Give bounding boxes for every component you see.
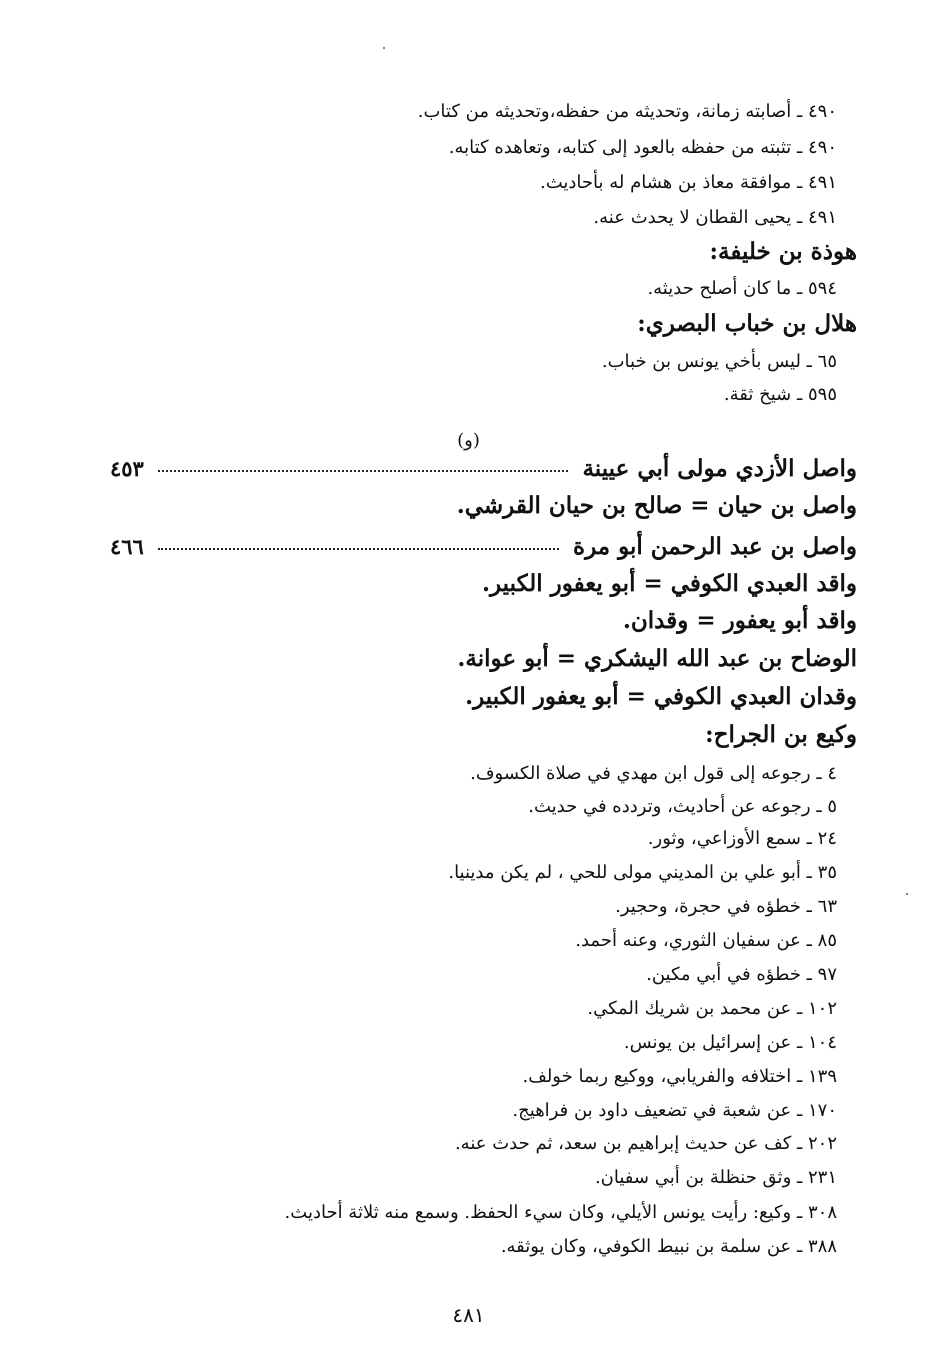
section-letter: (و) [457,430,480,451]
dot-leader [158,547,559,550]
sub-entry: ٢٣١ ـ وثق حنظلة بن أبي سفيان. [594,1167,837,1188]
page-number: ٤٨١ [452,1303,485,1327]
entry-title: واصل بن عبد الرحمن أبو مرة [573,533,857,560]
sub-entry: ٥٩٤ ـ ما كان أصلح حديثه. [647,278,837,299]
sub-entry: ٣٠٨ ـ وكيع: رأيت يونس الأيلي، وكان سيء الحفظ. وسمع منه ثلاثة أحاديث. [284,1202,837,1223]
index-entry: واقد العبدي الكوفي = أبو يعفور الكبير. [481,570,857,597]
index-entry: وقدان العبدي الكوفي = أبو يعفور الكبير. [465,683,857,710]
print-speck [906,893,908,895]
sub-entry: ٨٥ ـ عن سفيان الثوري، وعنه أحمد. [575,930,837,951]
sub-entry: ٩٧ ـ خطؤه في أبي مكين. [646,964,837,985]
narrator-heading: هوذة بن خليفة: [709,238,857,265]
sub-entry: ٤ ـ رجوعه إلى قول ابن مهدي في صلاة الكسوف. [470,763,837,784]
sub-entry: ٢٤ ـ سمع الأوزاعي، وثور. [647,828,837,849]
sub-entry: ٢٠٢ ـ كف عن حديث إبراهيم بن سعد، ثم حدث عنه. [454,1133,837,1154]
sub-entry: ١٧٠ ـ عن شعبة في تضعيف داود بن فراهيج. [512,1100,837,1121]
entry-title: واصل الأزدي مولى أبي عيينة [582,455,857,482]
sub-entry: ١٣٩ ـ اختلافه والفريابي، ووكيع ربما خولف. [522,1066,837,1087]
index-entry: واقد أبو يعفور = وقدان. [622,607,857,634]
entry-page: ٤٥٣ [110,456,144,481]
sub-entry: ٥٩٥ ـ شيخ ثقة. [723,384,837,405]
sub-entry: ١٠٢ ـ عن محمد بن شريك المكي. [587,998,837,1019]
sub-entry: ٣٨٨ ـ عن سلمة بن نبيط الكوفي، وكان يوثقه. [500,1236,837,1257]
sub-entry: ٦٥ ـ ليس بأخي يونس بن خباب. [601,351,837,372]
sub-entry: ١٠٤ ـ عن إسرائيل بن يونس. [623,1032,837,1053]
narrator-heading: وكيع بن الجراح: [705,721,857,748]
sub-entry: ٤٩١ ـ موافقة معاذ بن هشام له بأحاديث. [539,172,837,193]
index-entry-with-page [110,533,857,560]
sub-entry: ٤٩٠ ـ تثبته من حفظه بالعود إلى كتابه، وتعاهده كتابه. [448,137,837,158]
entry-page: ٤٦٦ [110,534,144,559]
index-entry: الوضاح بن عبد الله اليشكري = أبو عوانة. [457,645,857,672]
sub-entry: ٦٣ ـ خطؤه في حجرة، وحجير. [615,896,837,917]
index-entry: واصل بن حيان = صالح بن حيان القرشي. [456,492,857,519]
sub-entry: ٤٩١ ـ يحيى القطان لا يحدث عنه. [593,207,837,228]
dot-leader [158,469,569,472]
sub-entry: ٣٥ ـ أبو علي بن المديني مولى للحي ، لم يكن مدينيا. [448,862,837,883]
narrator-heading: هلال بن خباب البصري: [637,310,857,337]
sub-entry: ٥ ـ رجوعه عن أحاديث، وتردده في حديث. [528,796,837,817]
print-speck [383,47,385,49]
index-entry-with-page [110,455,857,482]
sub-entry: ٤٩٠ ـ أصابته زمانة، وتحديثه من حفظه،وتحديثه من كتاب. [417,101,837,122]
